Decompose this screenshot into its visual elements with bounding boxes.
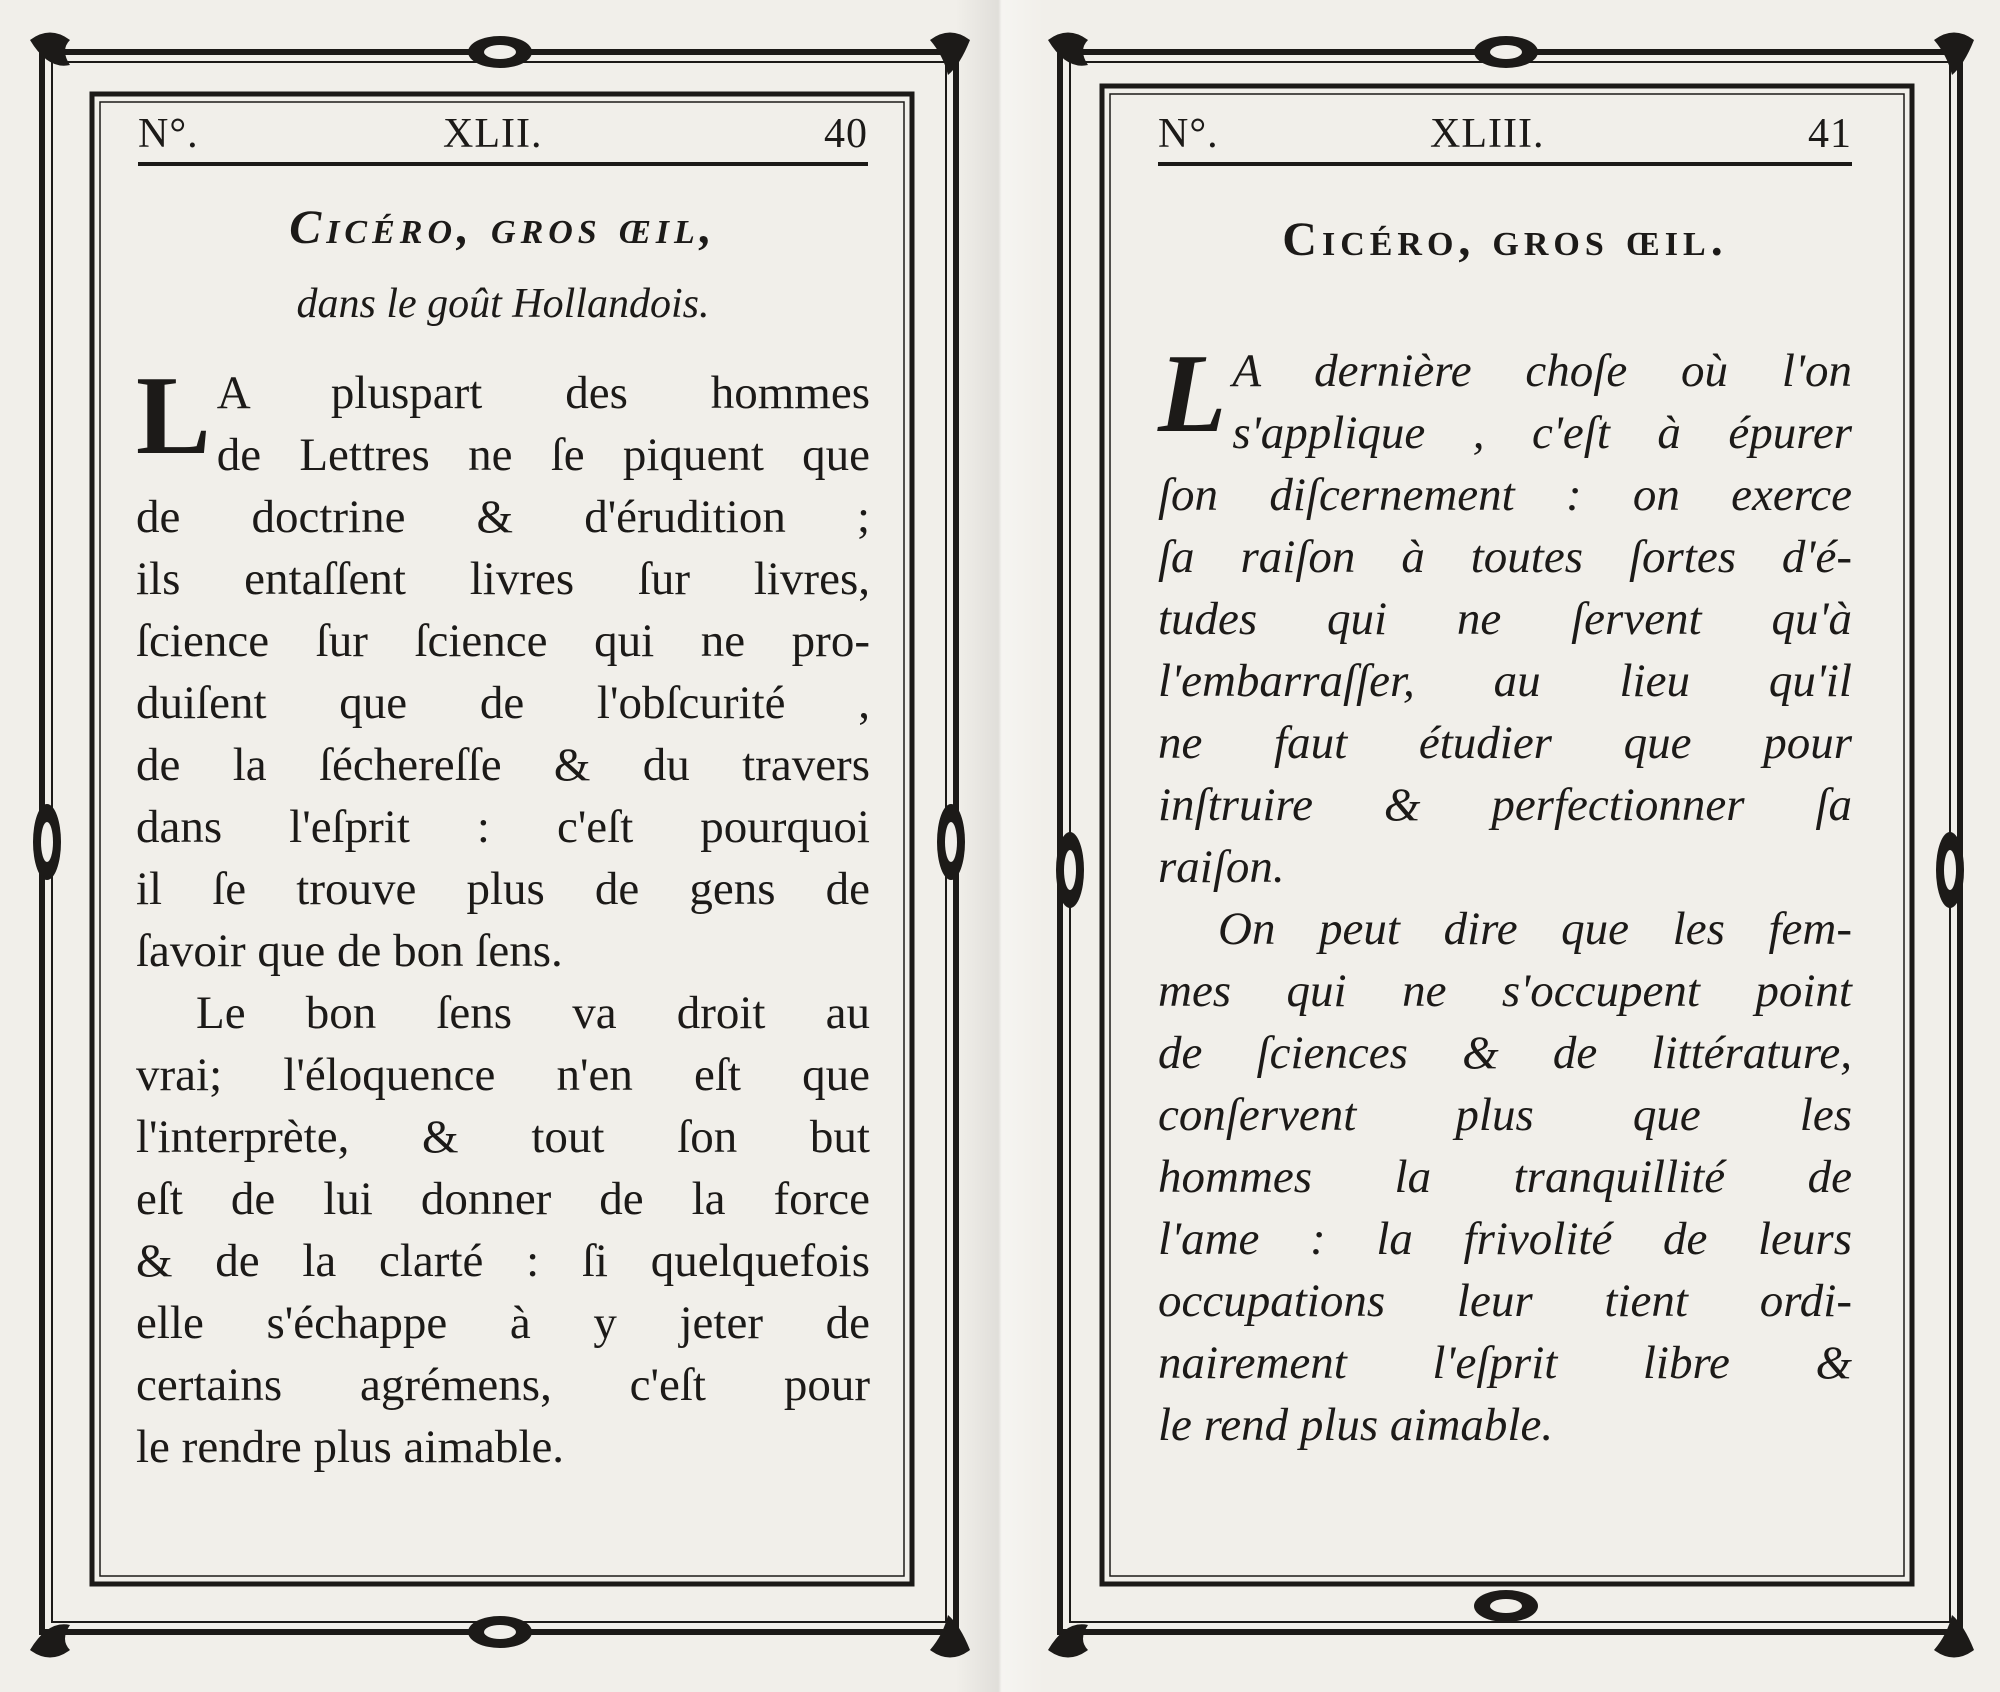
text-line: l'interprète, & tout ſon but — [136, 1111, 870, 1163]
text-line: ſon diſcernement : on exerce — [1158, 469, 1852, 521]
text-line: ſcience ſur ſcience qui ne pro- — [136, 615, 870, 667]
text-line: mes qui ne s'occupent point — [1158, 965, 1852, 1017]
text-line: certains agrémens, c'eſt pour — [136, 1359, 870, 1411]
text-line: hommes la tranquillité de — [1158, 1151, 1852, 1203]
body-text — [1158, 332, 1852, 1456]
page-title: Cicéro, gros œil. — [1282, 213, 1728, 266]
text-line: ne faut étudier que pour — [1158, 717, 1852, 769]
page-number: 40 — [824, 111, 868, 157]
text-line: conſervent plus que les — [1158, 1089, 1852, 1141]
roman-numeral: XLIII. — [1430, 111, 1545, 157]
text-line: occupations leur tient ordi- — [1158, 1275, 1852, 1327]
drop-cap: L — [1158, 332, 1227, 456]
number-label: N°. — [138, 111, 199, 157]
text-line: le rendre plus aimable. — [136, 1421, 565, 1473]
drop-cap: L — [136, 354, 211, 478]
text-line: ſa raiſon à toutes ſortes d'é- — [1158, 531, 1852, 583]
page-subtitle: dans le goût Hollandois. — [296, 281, 710, 327]
text-line: elle s'échappe à y jeter de — [136, 1297, 870, 1349]
text-line: A pluspart des hommes — [216, 367, 870, 419]
right-page — [1000, 0, 2000, 1692]
roman-numeral: XLII. — [443, 111, 543, 157]
text-line: ils entaſſent livres ſur livres, — [136, 553, 870, 605]
page-header — [1158, 100, 1852, 170]
page-number: 41 — [1808, 111, 1852, 157]
text-line: inſtruire & perfectionner ſa — [1158, 779, 1852, 831]
text-line: de ſciences & de littérature, — [1158, 1027, 1852, 1079]
text-line: vrai; l'éloquence n'en eſt que — [136, 1049, 870, 1101]
text-line: de Lettres ne ſe piquent que — [216, 429, 870, 481]
page-header — [138, 100, 868, 170]
text-line: Le bon ſens va droit au — [196, 987, 870, 1039]
text-line: tudes qui ne ſervent qu'à — [1158, 593, 1852, 645]
text-line: duiſent que de l'obſcurité , — [136, 677, 870, 729]
number-label: N°. — [1158, 111, 1219, 157]
text-line: il ſe trouve plus de gens de — [136, 863, 870, 915]
text-line: dans l'eſprit : c'eſt pourquoi — [136, 801, 870, 853]
text-line: s'applique , c'eſt à épurer — [1232, 407, 1852, 459]
text-line: nairement l'eſprit libre & — [1158, 1337, 1852, 1389]
text-line: l'embarraſſer, au lieu qu'il — [1158, 655, 1852, 707]
body-text — [136, 354, 870, 1478]
text-line: ſavoir que de bon ſens. — [136, 925, 563, 977]
text-line: de doctrine & d'érudition ; — [136, 491, 870, 543]
text-line: le rend plus aimable. — [1158, 1399, 1554, 1451]
text-line: l'ame : la frivolité de leurs — [1158, 1213, 1852, 1265]
text-line: eſt de lui donner de la force — [136, 1173, 870, 1225]
text-line: de la ſéchereſſe & du travers — [136, 739, 870, 791]
text-line: raiſon. — [1158, 841, 1285, 893]
page-title: Cicéro, gros œil, — [289, 201, 717, 254]
text-line: On peut dire que les fem- — [1218, 903, 1852, 955]
text-line: A dernière choſe où l'on — [1232, 345, 1852, 397]
text-line: & de la clarté : ſi quelquefois — [136, 1235, 870, 1287]
